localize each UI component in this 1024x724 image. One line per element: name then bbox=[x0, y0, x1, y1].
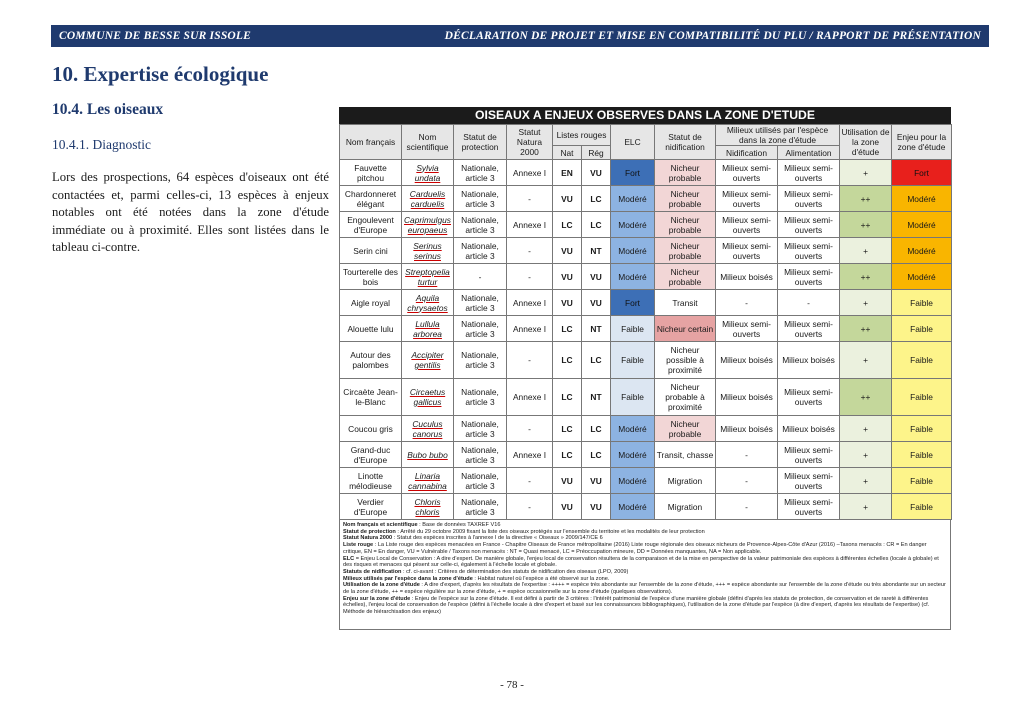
cell-statut-protection: Nationale, article 3 bbox=[454, 290, 507, 316]
cell-enjeu: Fort bbox=[892, 160, 952, 186]
legend-label: Utilisation de la zone d'étude bbox=[343, 582, 420, 589]
table-row bbox=[340, 442, 952, 468]
cell-nidification: Nicheur probable bbox=[655, 238, 716, 264]
cell-liste-rouge-nat: VU bbox=[553, 264, 582, 290]
cell-enjeu: Faible bbox=[892, 494, 952, 520]
cell-enjeu: Faible bbox=[892, 290, 952, 316]
legend-line bbox=[343, 582, 947, 595]
subsubsection-title: 10.4.1. Diagnostic bbox=[52, 137, 151, 152]
cell-milieux-alim: Milieux semi-ouverts bbox=[778, 442, 840, 468]
legend-label: Liste rouge bbox=[343, 542, 374, 549]
scientific-name-text: Chloris chloris bbox=[414, 496, 441, 517]
cell-nidification: Nicheur probable bbox=[655, 264, 716, 290]
scientific-name-text: Serinus serinus bbox=[413, 240, 442, 261]
legend-label: Nom français et scientifique bbox=[343, 522, 418, 528]
cell-utilisation: ++ bbox=[840, 186, 892, 212]
legend-text: = Enjeu Local de Conservation : A dire d'expert. De manière globale, l'enjeu local de conservation résultera de la comparaison et de la mise en perspective de la valeur patrimoniale des espèces à différentes échelles (locale à globale) et des risques et menaces qui pèsent sur celle-ci, également à l'échelle locale et globale. bbox=[343, 555, 939, 569]
cell-milieux-alim: Milieux semi-ouverts bbox=[778, 379, 840, 416]
cell-milieux-nid: Milieux semi-ouverts bbox=[716, 212, 778, 238]
bird-table-block bbox=[339, 107, 951, 630]
th-enjeu: Enjeu pour la zone d'étude bbox=[892, 125, 952, 160]
cell-elc: Modéré bbox=[611, 238, 655, 264]
cell-statut-protection: Nationale, article 3 bbox=[454, 379, 507, 416]
cell-nidification: Nicheur probable bbox=[655, 160, 716, 186]
cell-statut-protection: Nationale, article 3 bbox=[454, 342, 507, 379]
cell-nom-scientifique bbox=[402, 316, 454, 342]
cell-nom-francais: Serin cini bbox=[340, 238, 402, 264]
cell-utilisation: + bbox=[840, 442, 892, 468]
cell-utilisation: ++ bbox=[840, 212, 892, 238]
legend-label: Statut Natura 2000 bbox=[343, 535, 393, 542]
cell-nom-francais: Circaète Jean-le-Blanc bbox=[340, 379, 402, 416]
cell-liste-rouge-reg: NT bbox=[582, 316, 611, 342]
legend-label: Milieux utilisés par l'espèce dans la zone d'étude bbox=[343, 575, 473, 582]
th-nom-francais: Nom français bbox=[340, 125, 402, 160]
cell-milieux-nid: Milieux semi-ouverts bbox=[716, 160, 778, 186]
cell-milieux-alim: - bbox=[778, 290, 840, 316]
th-milieux-alim: Alimentation bbox=[778, 146, 840, 160]
cell-nom-francais: Tourterelle des bois bbox=[340, 264, 402, 290]
cell-enjeu: Faible bbox=[892, 416, 952, 442]
cell-nom-francais: Grand-duc d'Europe bbox=[340, 442, 402, 468]
cell-nidification: Nicheur probable bbox=[655, 186, 716, 212]
cell-utilisation: + bbox=[840, 342, 892, 379]
cell-enjeu: Faible bbox=[892, 442, 952, 468]
cell-nom-scientifique bbox=[402, 290, 454, 316]
th-elc: ELC bbox=[611, 125, 655, 160]
cell-liste-rouge-nat: LC bbox=[553, 379, 582, 416]
cell-utilisation: + bbox=[840, 494, 892, 520]
cell-elc: Modéré bbox=[611, 212, 655, 238]
diagnostic-paragraph: Lors des prospections, 64 espèces d'oiseaux ont été contactées et, parmi celles-ci, 13 espèces à enjeux notables ont été notées dans la zone d'étude immédiate ou à proximité. Elles sont listées dans le tableau ci-contre. bbox=[52, 170, 329, 254]
cell-elc: Faible bbox=[611, 379, 655, 416]
scientific-name-text: Linaria cannabina bbox=[408, 470, 447, 491]
cell-nom-francais: Alouette lulu bbox=[340, 316, 402, 342]
table-row bbox=[340, 494, 952, 520]
scientific-name-text: Circaetus gallicus bbox=[409, 387, 446, 407]
cell-liste-rouge-nat: EN bbox=[553, 160, 582, 186]
legend-line bbox=[343, 542, 947, 555]
cell-nom-scientifique bbox=[402, 160, 454, 186]
cell-liste-rouge-reg: VU bbox=[582, 468, 611, 494]
table-row bbox=[340, 316, 952, 342]
cell-utilisation: + bbox=[840, 290, 892, 316]
cell-milieux-alim: Milieux semi-ouverts bbox=[778, 160, 840, 186]
cell-enjeu: Modéré bbox=[892, 186, 952, 212]
cell-nom-scientifique bbox=[402, 186, 454, 212]
table-row bbox=[340, 416, 952, 442]
table-row bbox=[340, 212, 952, 238]
header-commune: COMMUNE DE BESSE SUR ISSOLE bbox=[59, 30, 252, 42]
cell-enjeu: Modéré bbox=[892, 264, 952, 290]
cell-elc: Fort bbox=[611, 290, 655, 316]
cell-liste-rouge-nat: VU bbox=[553, 186, 582, 212]
cell-liste-rouge-nat: VU bbox=[553, 468, 582, 494]
cell-natura: Annexe I bbox=[507, 379, 553, 416]
cell-natura: - bbox=[507, 342, 553, 379]
cell-nom-francais: Linotte mélodieuse bbox=[340, 468, 402, 494]
cell-nom-francais: Autour des palombes bbox=[340, 342, 402, 379]
cell-utilisation: + bbox=[840, 160, 892, 186]
cell-statut-protection: - bbox=[454, 264, 507, 290]
cell-milieux-alim: Milieux boisés bbox=[778, 416, 840, 442]
cell-utilisation: ++ bbox=[840, 316, 892, 342]
cell-nom-scientifique bbox=[402, 264, 454, 290]
cell-milieux-alim: Milieux semi-ouverts bbox=[778, 316, 840, 342]
legend-text: : Arrêté du 29 octobre 2009 fixant la liste des oiseaux protégés sur l'ensemble du territoire et les modalités de leur protection bbox=[395, 528, 705, 535]
th-milieux: Milieux utilisés par l'espèce dans la zone d'étude bbox=[716, 125, 840, 146]
cell-milieux-alim: Milieux semi-ouverts bbox=[778, 212, 840, 238]
cell-statut-protection: Nationale, article 3 bbox=[454, 238, 507, 264]
cell-liste-rouge-nat: LC bbox=[553, 442, 582, 468]
cell-natura: - bbox=[507, 238, 553, 264]
table-row bbox=[340, 468, 952, 494]
cell-milieux-nid: Milieux semi-ouverts bbox=[716, 186, 778, 212]
scientific-name-text: Lullula arborea bbox=[413, 318, 442, 339]
cell-natura: Annexe I bbox=[507, 316, 553, 342]
cell-milieux-nid: Milieux boisés bbox=[716, 379, 778, 416]
cell-milieux-alim: Milieux semi-ouverts bbox=[778, 468, 840, 494]
cell-nidification: Transit, chasse bbox=[655, 442, 716, 468]
cell-nom-scientifique bbox=[402, 238, 454, 264]
cell-enjeu: Faible bbox=[892, 379, 952, 416]
th-natura: Statut Natura 2000 bbox=[507, 125, 553, 160]
legend-line bbox=[343, 556, 947, 569]
legend-text: : Enjeu de l'espèce sur la zone d'étude. Il est défini à partir de 3 critères : l'intérêt patrimonial de l'espèce d'une manière globale (défini d'après les statuts de protection, de conservation et de rareté à différentes échelles), l'enjeu local de conservation de l'espèce (défini à l'échelle locale à dire d'expert et basé sur les connaissances bibliographiques), l'utilisation de la zone d'étude par l'espèce (à dire d'expert, d'après les résultats de l'expertise) (cf. Méthode de hiérarchisation des enjeux) bbox=[343, 595, 930, 616]
legend-label: Statut de protection bbox=[343, 528, 396, 535]
cell-nidification: Nicheur probable bbox=[655, 212, 716, 238]
legend-line bbox=[343, 529, 947, 536]
legend-text: : A dire d'expert, d'après les résultats de l'expertise : ++++ = espèce très abondante sur l'ensemble de la zone d'étude, +++ = espèce abondante sur l'ensemble de la zone d'étude ou très abondante sur un secteur de la zone d'étude, ++ = espèce régulière sur la zone d'étude, + = espèce occasionnelle sur la zone d'étude (quelques observations). bbox=[343, 582, 946, 596]
th-nom-scientifique: Nom scientifique bbox=[402, 125, 454, 160]
page-number: - 78 - bbox=[500, 679, 524, 691]
cell-liste-rouge-nat: LC bbox=[553, 416, 582, 442]
cell-natura: Annexe I bbox=[507, 160, 553, 186]
cell-milieux-nid: - bbox=[716, 468, 778, 494]
scientific-name-text: Bubo bubo bbox=[407, 449, 448, 460]
th-statut-protection: Statut de protection bbox=[454, 125, 507, 160]
cell-enjeu: Faible bbox=[892, 316, 952, 342]
cell-statut-protection: Nationale, article 3 bbox=[454, 316, 507, 342]
cell-statut-protection: Nationale, article 3 bbox=[454, 186, 507, 212]
table-title: OISEAUX A ENJEUX OBSERVES DANS LA ZONE D'ETUDE bbox=[339, 107, 951, 124]
legend-label: ELC bbox=[343, 555, 355, 562]
cell-nidification: Transit bbox=[655, 290, 716, 316]
cell-elc: Modéré bbox=[611, 494, 655, 520]
legend-line bbox=[343, 596, 947, 616]
th-utilisation: Utilisation de la zone d'étude bbox=[840, 125, 892, 160]
cell-nidification: Nicheur probable bbox=[655, 416, 716, 442]
cell-enjeu: Modéré bbox=[892, 212, 952, 238]
legend-line bbox=[343, 576, 947, 583]
cell-natura: - bbox=[507, 416, 553, 442]
cell-enjeu: Faible bbox=[892, 468, 952, 494]
table-row bbox=[340, 342, 952, 379]
cell-elc: Modéré bbox=[611, 264, 655, 290]
scientific-name-text: Sylvia undata bbox=[414, 162, 441, 183]
cell-elc: Faible bbox=[611, 342, 655, 379]
cell-liste-rouge-reg: LC bbox=[582, 416, 611, 442]
cell-enjeu: Modéré bbox=[892, 238, 952, 264]
cell-liste-rouge-nat: VU bbox=[553, 494, 582, 520]
cell-statut-protection: Nationale, article 3 bbox=[454, 468, 507, 494]
cell-nom-scientifique bbox=[402, 416, 454, 442]
legend-line bbox=[343, 569, 947, 576]
cell-utilisation: + bbox=[840, 238, 892, 264]
cell-liste-rouge-reg: NT bbox=[582, 379, 611, 416]
cell-liste-rouge-nat: LC bbox=[553, 316, 582, 342]
cell-milieux-nid: Milieux boisés bbox=[716, 416, 778, 442]
legend-line bbox=[343, 535, 947, 542]
table-row bbox=[340, 186, 952, 212]
cell-natura: - bbox=[507, 186, 553, 212]
cell-nidification: Nicheur certain bbox=[655, 316, 716, 342]
th-milieux-nid: Nidification bbox=[716, 146, 778, 160]
th-nat: Nat bbox=[553, 146, 582, 160]
cell-nom-francais: Chardonneret élégant bbox=[340, 186, 402, 212]
cell-liste-rouge-nat: VU bbox=[553, 238, 582, 264]
cell-utilisation: ++ bbox=[840, 379, 892, 416]
cell-milieux-alim: Milieux boisés bbox=[778, 342, 840, 379]
page-header bbox=[51, 25, 989, 47]
cell-milieux-alim: Milieux semi-ouverts bbox=[778, 238, 840, 264]
cell-natura: Annexe I bbox=[507, 442, 553, 468]
cell-nom-scientifique bbox=[402, 442, 454, 468]
cell-nom-scientifique bbox=[402, 342, 454, 379]
cell-natura: Annexe I bbox=[507, 290, 553, 316]
cell-nom-scientifique bbox=[402, 212, 454, 238]
cell-utilisation: + bbox=[840, 468, 892, 494]
cell-nom-scientifique bbox=[402, 379, 454, 416]
legend-label: Enjeu sur la zone d'étude bbox=[343, 595, 411, 602]
table-legend bbox=[339, 520, 951, 630]
cell-milieux-nid: Milieux boisés bbox=[716, 264, 778, 290]
scientific-name-text: Accipiter gentilis bbox=[411, 350, 444, 370]
cell-elc: Modéré bbox=[611, 416, 655, 442]
cell-enjeu: Faible bbox=[892, 342, 952, 379]
scientific-name-text: Aquila chrysaetos bbox=[407, 292, 448, 313]
cell-liste-rouge-nat: LC bbox=[553, 342, 582, 379]
cell-nidification: Nicheur probable à proximité bbox=[655, 379, 716, 416]
cell-milieux-alim: Milieux semi-ouverts bbox=[778, 494, 840, 520]
scientific-name-text: Caprimulgus europaeus bbox=[403, 214, 451, 235]
table-row bbox=[340, 379, 952, 416]
th-listes-rouges: Listes rouges bbox=[553, 125, 611, 146]
cell-statut-protection: Nationale, article 3 bbox=[454, 160, 507, 186]
cell-nom-scientifique bbox=[402, 494, 454, 520]
cell-milieux-nid: Milieux boisés bbox=[716, 342, 778, 379]
table-row bbox=[340, 238, 952, 264]
cell-liste-rouge-reg: VU bbox=[582, 264, 611, 290]
cell-statut-protection: Nationale, article 3 bbox=[454, 494, 507, 520]
cell-liste-rouge-reg: VU bbox=[582, 494, 611, 520]
cell-nidification: Migration bbox=[655, 468, 716, 494]
cell-milieux-alim: Milieux semi-ouverts bbox=[778, 186, 840, 212]
table-row bbox=[340, 264, 952, 290]
scientific-name-text: Cuculus canorus bbox=[412, 418, 443, 439]
cell-milieux-nid: - bbox=[716, 442, 778, 468]
table-row bbox=[340, 160, 952, 186]
cell-elc: Faible bbox=[611, 316, 655, 342]
cell-nom-francais: Engoulevent d'Europe bbox=[340, 212, 402, 238]
header-document-title: DÉCLARATION DE PROJET ET MISE EN COMPATIBILITÉ DU PLU / RAPPORT DE PRÉSENTATION bbox=[444, 30, 981, 42]
cell-liste-rouge-reg: NT bbox=[582, 238, 611, 264]
cell-liste-rouge-reg: LC bbox=[582, 212, 611, 238]
cell-milieux-nid: Milieux semi-ouverts bbox=[716, 238, 778, 264]
legend-label: Statuts de nidification bbox=[343, 568, 402, 575]
cell-liste-rouge-reg: LC bbox=[582, 442, 611, 468]
cell-statut-protection: Nationale, article 3 bbox=[454, 212, 507, 238]
bird-table bbox=[339, 124, 952, 520]
section-title: 10. Expertise écologique bbox=[52, 62, 269, 86]
cell-elc: Modéré bbox=[611, 186, 655, 212]
cell-natura: - bbox=[507, 264, 553, 290]
cell-natura: Annexe I bbox=[507, 212, 553, 238]
cell-liste-rouge-reg: LC bbox=[582, 186, 611, 212]
scientific-name-text: Carduelis carduelis bbox=[409, 188, 446, 209]
cell-statut-protection: Nationale, article 3 bbox=[454, 416, 507, 442]
cell-elc: Fort bbox=[611, 160, 655, 186]
cell-nom-scientifique bbox=[402, 468, 454, 494]
cell-liste-rouge-nat: VU bbox=[553, 290, 582, 316]
cell-nom-francais: Verdier d'Europe bbox=[340, 494, 402, 520]
legend-text: : cf. ci-avant : Critères de détermination des statuts de nidification des oiseaux (LPO, 2009) bbox=[401, 568, 629, 575]
cell-nom-francais: Aigle royal bbox=[340, 290, 402, 316]
th-nidification: Statut de nidification bbox=[655, 125, 716, 160]
cell-nom-francais: Fauvette pitchou bbox=[340, 160, 402, 186]
legend-text: : Base de données TAXREF V16 bbox=[417, 522, 501, 528]
cell-milieux-nid: - bbox=[716, 290, 778, 316]
cell-liste-rouge-reg: VU bbox=[582, 290, 611, 316]
cell-utilisation: ++ bbox=[840, 264, 892, 290]
cell-nidification: Migration bbox=[655, 494, 716, 520]
legend-text: : Habitat naturel où l'espèce a été observé sur la zone. bbox=[472, 575, 610, 582]
bird-table-body bbox=[340, 160, 952, 520]
cell-liste-rouge-reg: VU bbox=[582, 160, 611, 186]
table-row bbox=[340, 290, 952, 316]
scientific-name-text: Streptopelia turtur bbox=[405, 266, 450, 287]
cell-elc: Modéré bbox=[611, 442, 655, 468]
legend-text: : La Liste rouge des espèces menacées en France - Chapitre Oiseaux de France métropolitaine (2016) Liste rouge régionale des oiseaux nicheurs de Provence-Alpes-Côte d'Azur (2016) –Taxons menacés : CR = En danger critique, EN = En danger, VU = Vulnérable / Taxons non menacés : NT = Quasi menacé, LC = Préoccupation mineure, DD = Données manquantes, NA = Non applicable. bbox=[343, 542, 927, 555]
subsection-title: 10.4. Les oiseaux bbox=[52, 101, 164, 118]
cell-milieux-nid: Milieux semi-ouverts bbox=[716, 316, 778, 342]
cell-liste-rouge-nat: LC bbox=[553, 212, 582, 238]
cell-natura: - bbox=[507, 494, 553, 520]
cell-nom-francais: Coucou gris bbox=[340, 416, 402, 442]
cell-liste-rouge-reg: LC bbox=[582, 342, 611, 379]
cell-milieux-alim: Milieux semi-ouverts bbox=[778, 264, 840, 290]
cell-milieux-nid: - bbox=[716, 494, 778, 520]
cell-utilisation: + bbox=[840, 416, 892, 442]
th-reg: Rég bbox=[582, 146, 611, 160]
legend-text: : Statut des espèces inscrites à l'annexe I de la directive « Oiseaux » 2009/147/CE 6 bbox=[392, 535, 603, 542]
cell-elc: Modéré bbox=[611, 468, 655, 494]
cell-statut-protection: Nationale, article 3 bbox=[454, 442, 507, 468]
cell-natura: - bbox=[507, 468, 553, 494]
legend-line bbox=[343, 522, 947, 529]
cell-nidification: Nicheur possible à proximité bbox=[655, 342, 716, 379]
